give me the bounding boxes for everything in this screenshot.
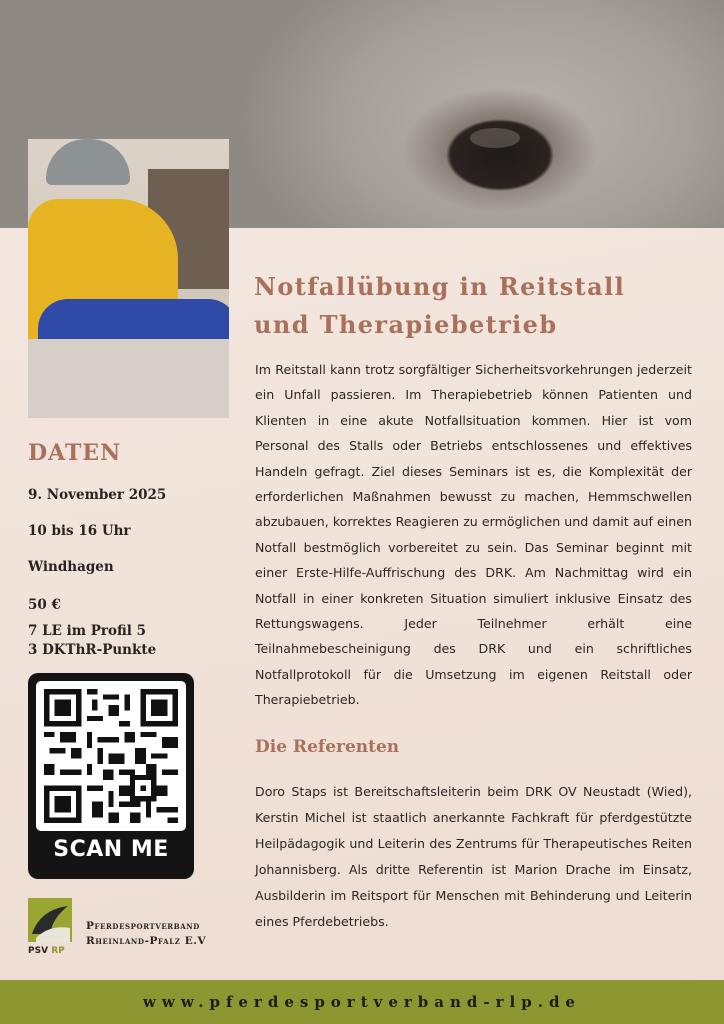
- referenten-heading: Die Referenten: [255, 737, 400, 757]
- page-title: [254, 268, 694, 344]
- event-price: 50 €: [28, 597, 61, 613]
- title-line-2: und Therapiebetrieb: [254, 310, 558, 339]
- scan-me-label: SCAN ME: [53, 837, 169, 862]
- footer-bar: [0, 980, 724, 1024]
- photo-horse: [28, 339, 229, 418]
- organization-name: [86, 919, 206, 949]
- footer-url-link[interactable]: www.pferdesportverband-rlp.de: [143, 993, 581, 1011]
- event-time: 10 bis 16 Uhr: [28, 523, 131, 539]
- photo-helmet: [46, 139, 130, 185]
- qr-code-card[interactable]: [28, 673, 194, 879]
- org-line-2: Rheinland-Pfalz E.V: [86, 935, 207, 947]
- event-le: 7 LE im Profil 5: [28, 623, 146, 639]
- qr-code-icon: [44, 689, 178, 823]
- child-riding-photo: [28, 139, 229, 418]
- daten-heading: DATEN: [28, 440, 122, 466]
- event-points: 3 DKThR-Punkte: [28, 642, 157, 658]
- referenten-text: Doro Staps ist Bereitschaftsleiterin beim DRK OV Neustadt (Wied), Kerstin Michel ist staatlich anerkannte Fachkraft für pferdgestützte Heilpädagogik und Leiterin des Zentrums für Therapeutisches Reiten Johannisberg. Als dritte Referentin ist Marion Drache im Einsatz, Ausbilderin im Reitsport für Menschen mit Behinderung und Leiterin eines Pferdebetriebs.: [255, 784, 692, 929]
- logo-rp: RP: [51, 946, 65, 956]
- logo-psv: PSV: [28, 946, 49, 956]
- event-place: Windhagen: [28, 559, 114, 575]
- psv-logo-icon: [28, 898, 72, 942]
- org-line-1: Pferdesportverband: [86, 920, 200, 932]
- eye-reflection: [470, 128, 520, 148]
- logo-abbreviation: [28, 946, 65, 956]
- event-credits: [28, 622, 156, 660]
- event-date: 9. November 2025: [28, 487, 167, 503]
- seminar-description: Im Reitstall kann trotz sorgfältiger Sicherheitsvorkehrungen jederzeit ein Unfall passieren. Im Therapiebetrieb können Patienten und Klienten in eine akute Notfallsituation kommen. Hier ist vom Personal des Stalls oder Betriebs entschlossenes und effektives Handeln gefragt. Ziel dieses Seminars ist es, die Komplexität der erforderlichen Maßnahmen bewusst zu machen, Hemmschwellen abzubauen, korrektes Reagieren zu ermöglichen und damit auf einen Notfall bestmöglich vorbereitet zu sein. Das Seminar beginnt mit einer Erste-Hilfe-Auffrischung des DRK. Am Nachmittag wird ein Notfall in einer konkreten Situation simuliert inklusive Einsatz des Rettungswagens. Jeder Teilnehmer erhält eine Teilnahmebescheinigung des DRK und ein schriftliches Notfallprotokoll für die Umsetzung im eigenen Reitstall oder Therapiebetrieb.: [255, 362, 692, 708]
- title-line-1: Notfallübung in Reitstall: [254, 272, 626, 301]
